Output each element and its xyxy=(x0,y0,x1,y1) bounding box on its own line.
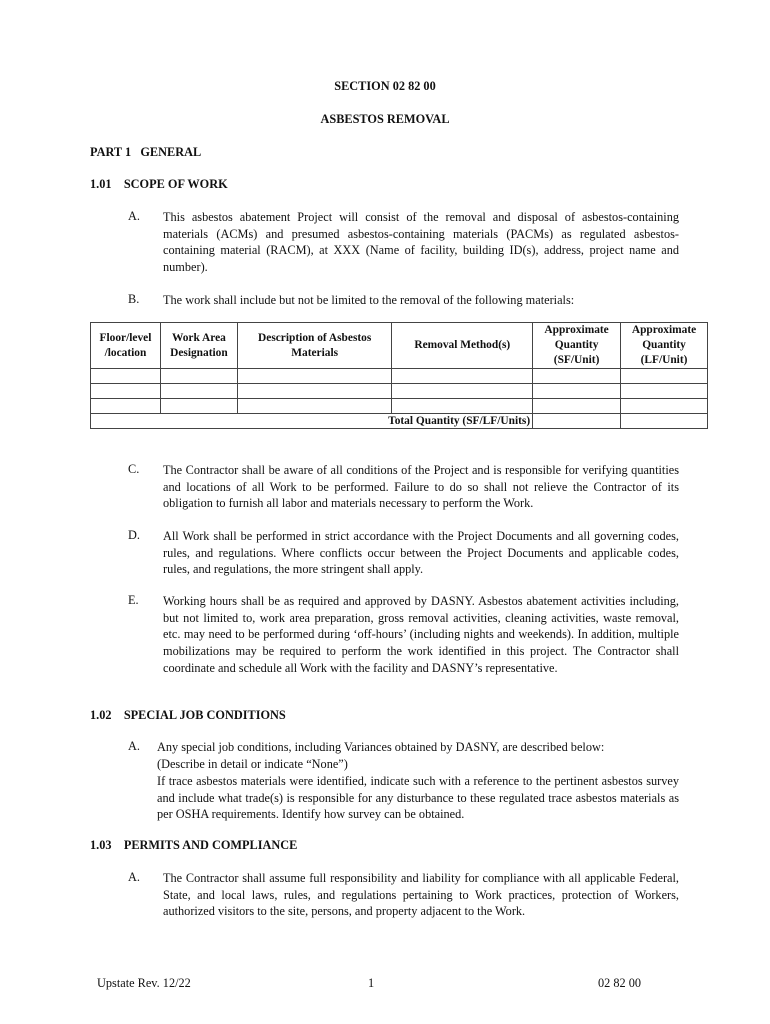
table-header-cell: Floor/level /location xyxy=(91,323,161,369)
table-cell[interactable] xyxy=(621,399,708,414)
special-conditions-line-1: Any special job conditions, including Variances obtained by DASNY, are described below: xyxy=(157,740,605,754)
table-cell[interactable] xyxy=(160,369,237,384)
item-letter-d: D. xyxy=(128,528,140,542)
item-letter-a-102: A. xyxy=(128,739,140,753)
table-cell[interactable] xyxy=(392,369,533,384)
heading-1-03: 1.03 PERMITS AND COMPLIANCE xyxy=(90,838,298,852)
table-cell[interactable] xyxy=(392,384,533,399)
table-cell[interactable] xyxy=(237,384,392,399)
table-cell[interactable] xyxy=(160,384,237,399)
table-total-row xyxy=(91,414,708,429)
table-row xyxy=(91,369,708,384)
table-header-cell: Removal Method(s) xyxy=(392,323,533,369)
table-header-cell: Work Area Designation xyxy=(160,323,237,369)
table-header-cell: Approximate Quantity (LF/Unit) xyxy=(621,323,708,369)
table-cell[interactable] xyxy=(237,399,392,414)
table-cell[interactable] xyxy=(91,399,161,414)
item-letter-e: E. xyxy=(128,593,139,607)
part-heading: PART 1 GENERAL xyxy=(90,145,202,159)
table-cell[interactable] xyxy=(160,399,237,414)
item-letter-c: C. xyxy=(128,462,140,476)
footer-page-number: 1 xyxy=(368,976,375,990)
scope-paragraph-c: The Contractor shall be aware of all conditions of the Project and is responsible for verifying quantities and locations of all Work to be performed. Failure to do so shall not relieve the Contractor of its obligation to furnish all labor and materials necessary to perform the Work. xyxy=(163,463,679,511)
scope-paragraph-b: The work shall include but not be limited to the removal of the following materials: xyxy=(163,293,575,307)
table-header-row xyxy=(91,323,708,369)
item-letter-a: A. xyxy=(128,209,140,223)
table-cell[interactable] xyxy=(392,399,533,414)
scope-paragraph-d: All Work shall be performed in strict accordance with the Project Documents and all governing codes, rules, and regulations. Where conflicts occur between the Project Documents and applicable codes, rules, and regulations, the more stringent shall apply. xyxy=(163,529,679,577)
footer-section-number: 02 82 00 xyxy=(598,976,642,990)
total-quantity-label: Total Quantity (SF/LF/Units) xyxy=(91,414,533,429)
table-cell[interactable] xyxy=(621,384,708,399)
section-subtitle: ASBESTOS REMOVAL xyxy=(320,112,450,126)
heading-1-01: 1.01 SCOPE OF WORK xyxy=(90,177,228,191)
permits-paragraph-a: The Contractor shall assume full responsibility and liability for compliance with all applicable Federal, State, and local laws, rules, and regulations pertaining to Work practices, protection of Workers, authorized visitors to the site, persons, and property adjacent to the Work. xyxy=(163,871,679,919)
section-title: SECTION 02 82 00 xyxy=(334,79,436,93)
footer-revision: Upstate Rev. 12/22 xyxy=(97,976,191,990)
table-cell[interactable] xyxy=(91,384,161,399)
item-letter-a-103: A. xyxy=(128,870,140,884)
special-conditions-line-2: (Describe in detail or indicate “None”) xyxy=(157,757,348,771)
table-row xyxy=(91,384,708,399)
table-header-cell: Description of Asbestos Materials xyxy=(237,323,392,369)
total-lf-cell[interactable] xyxy=(621,414,708,429)
table-header-cell: Approximate Quantity (SF/Unit) xyxy=(533,323,621,369)
table-cell[interactable] xyxy=(91,369,161,384)
table-cell[interactable] xyxy=(533,399,621,414)
table-row xyxy=(91,399,708,414)
table-cell[interactable] xyxy=(621,369,708,384)
special-conditions-trace-asbestos: If trace asbestos materials were identified, indicate such with a reference to the pertinent asbestos survey and include what trade(s) is responsible for any disturbance to these regulated trace asbestos materials as per OSHA requirements. Identify how survey can be obtained. xyxy=(157,774,679,822)
scope-paragraph-e: Working hours shall be as required and approved by DASNY. Asbestos abatement activities including, but not limited to, work area preparation, gross removal activities, cleaning activities, waste removal, etc. may need to be performed during ‘off-hours’ (including nights and weekends). In addition, multiple mobilizations may be required to perform the work identified in this project. The Contractor shall coordinate and schedule all Work with the facility and DASNY’s representative. xyxy=(163,594,679,675)
materials-table xyxy=(90,322,708,429)
item-letter-b: B. xyxy=(128,292,140,306)
heading-1-02: 1.02 SPECIAL JOB CONDITIONS xyxy=(90,708,286,722)
table-cell[interactable] xyxy=(533,369,621,384)
scope-paragraph-a: This asbestos abatement Project will consist of the removal and disposal of asbestos-containing materials (ACMs) and presumed asbestos-containing materials (PACMs) as regulated asbestos-containing material (RACM), at XXX (Name of facility, building ID(s), address, project name and number). xyxy=(163,210,679,275)
total-sf-cell[interactable] xyxy=(533,414,621,429)
table-cell[interactable] xyxy=(237,369,392,384)
table-cell[interactable] xyxy=(533,384,621,399)
